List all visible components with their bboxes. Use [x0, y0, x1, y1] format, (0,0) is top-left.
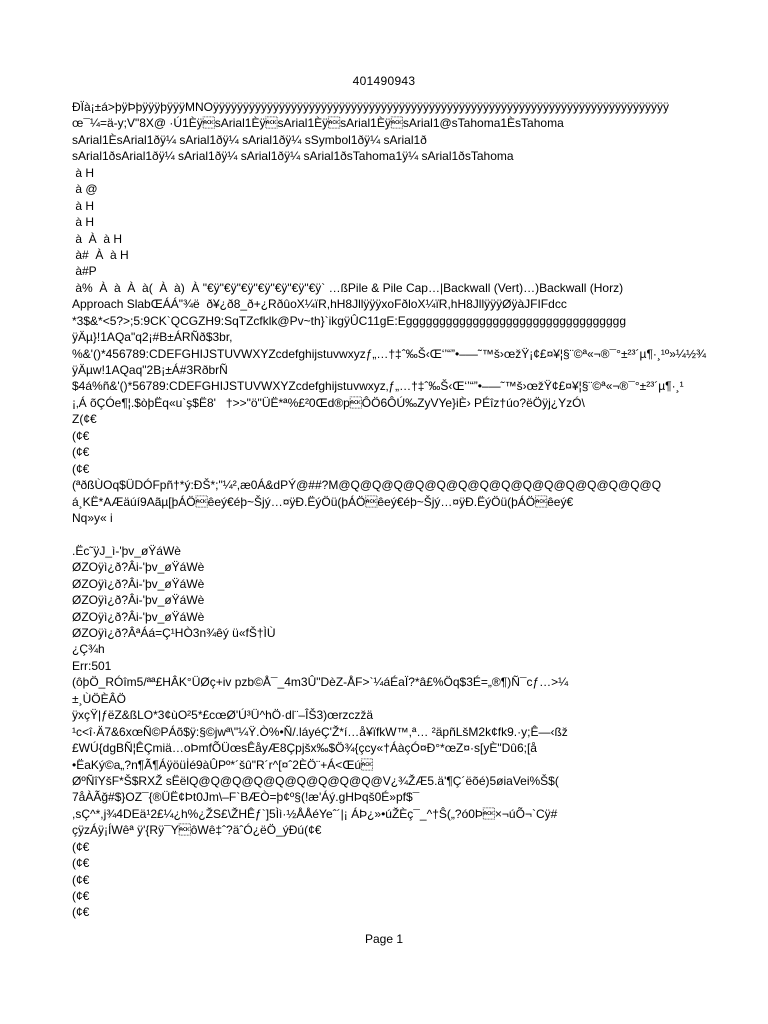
- text-line: Err:501: [72, 658, 112, 673]
- text-line: (¢€: [72, 461, 90, 476]
- text-line: ¹c<î·Ä7&6xœÑ©PÁõ$ÿ:§©jwª\"¼Ÿ.Ò%•Ñ/.láyéÇ'Ž*í…å¥ïfkW™,ª… ²äpñLšM2k¢fk9.·y;Ê—‹ßž: [72, 724, 568, 739]
- text-line: ,sÇ^*,j¾4DEä¹2£¼¿h%¿ŽS£\ŽHÊƒ`]5Ìì·½ÅÅéYeˆ´|¡ ÁÞ¿»•úŽÈç¯_^†Ŝ(„?ó0Þ×¬úÕ¬`Cÿ#: [72, 806, 558, 821]
- text-line: (ôþÖ_RÓîm5/ªª£HÂK°ÜØç+iv pzb©Å¯_4m3Û"DèZ-ÅF>`¼áÉaÏ?*â£%Öq$3É=„®¶)Ñ¯cƒ…>¼: [72, 675, 569, 690]
- text-line: 7åÀÃğ#$}OZ¯{®ÜË¢Þt0Jm\–F`BÆÒ=þ¢º§(!æ'Áý.gHÞqš0É»pf$¯: [72, 790, 420, 805]
- text-line: ØZOÿì¿ð?Âi-'þv_øŸáWè: [72, 609, 205, 624]
- document-body: [72, 99, 752, 921]
- text-line: (¢€: [72, 889, 90, 903]
- text-line: à% À à À à( À à) À "€ÿ"€ÿ"€ÿ"€ÿ"€ÿ"€ÿ"€ÿ` …ßPile & Pile Cap…|Backwall (Vert)…)Backwall (Horz): [72, 280, 624, 295]
- text-line: *3$&*<5?>;5:9CK`QCGZH9:SqTZcfklk@Pv~th}`ikgÿÛC11gE:Eggggggggggggggggggggggggggggggggg: [72, 313, 626, 328]
- text-line: ¿Ç¾h: [72, 642, 105, 657]
- text-line: ÿÄµw!1AQaq"2B¡±Á#3RðbrÑ: [72, 363, 228, 377]
- text-line: ØZOÿì¿ð?Âi-'þv_øŸáWè: [72, 593, 205, 608]
- text-line: à H: [72, 165, 95, 180]
- text-line: Approach SlabŒÁÁ"¾ë ð¥¿ð8_ð+¿RðûoX¼ïR,hH8JllÿÿÿxoFðloX¼ïR,hH8JllÿÿÿØÿàJFIFdcc: [72, 297, 567, 312]
- text-line: ¡‚Á õÇÓe¶¦.$òþËq«u`ş$Ë8' †>>"ö"ÜË*ª%£²0Œd®pÔÖ6ÔÚ‰ZyVYe}iÈ› PÉîz†úo?ëÖÿj¿YzÓ\: [72, 395, 585, 410]
- text-line: .Ëc˜ÿJ_ì-'þv_øŸáWè: [72, 543, 181, 558]
- text-line: çÿzÁÿ¡ÍWêª ÿ'{Rÿ¯YôWê‡ˆ?äˆÓ¿ëÖ_ýÐú(¢€: [72, 823, 322, 838]
- text-line: ØºÑîYšF*Š$RXŽ sËëlQ@Q@Q@Q@Q@Q@Q@Q@Q@V¿¾ŽÆ5.ä'¶Ç´ëõé)5øiaVei%Š$(: [72, 773, 559, 788]
- text-line: Z(¢€: [72, 412, 97, 427]
- text-line: sArial1ÈsArial1ðÿ¼ sArial1ðÿ¼ sArial1ðÿ¼ sSymbol1ðÿ¼ sArial1ð: [72, 132, 427, 147]
- text-line: à# À à H: [72, 247, 129, 262]
- document-id-header: 401490943: [352, 74, 416, 88]
- text-line: à @: [72, 182, 98, 197]
- text-line: ØZOÿì¿ð?Âi-'þv_øŸáWè: [72, 576, 205, 591]
- text-line: ÿÄµ}!1AQa"q2¡#B±ÁRÑð$3br,: [72, 330, 233, 345]
- text-line: ÿxçŸ|ƒëZ&ßLO*3¢ùO²5*£cœØ'Ú³Ü^hÖ·dl¨–ÎŠ3)œrzczžä: [72, 708, 374, 723]
- text-line: %&'()*456789:CDEFGHIJSTUVWXYZcdefghijstuvwxyzƒ„…†‡ˆ‰Š‹Œ‘’“”•–—˜™š›œžŸ¡¢£¤¥¦§¨©ª«¬®¯°±²³´µ¶·¸¹º»¼½¾: [72, 346, 706, 361]
- text-line: (ªðßÙOq$ÜDÓFpñ†*ý:ÐŠ*;"¼²,æ0Á&dPÝ@##?M@Q@Q@Q@Q@Q@Q@Q@Q@Q@Q@Q@Q@Q@Q@Q: [72, 478, 662, 493]
- text-line: à#P: [72, 264, 97, 279]
- text-line: (¢€: [72, 872, 90, 887]
- text-line: (¢€: [72, 839, 90, 854]
- text-line: (¢€: [72, 445, 90, 460]
- text-line: (¢€: [72, 428, 90, 443]
- text-line: à H: [72, 215, 95, 230]
- text-line: [72, 526, 752, 542]
- text-line: ±¸ÙÖÈÂÖ: [72, 691, 126, 706]
- text-line: Nq»y« i: [72, 510, 113, 525]
- text-line: $4á%ñ&'()*56789:CDEFGHIJSTUVWXYZcdefghijstuvwxyz‚ƒ„…†‡ˆ‰Š‹Œ‘’“”•–—˜™š›œžŸ¢£¤¥¦§¨©ª«¬®¯°±²³´µ¶·¸¹: [72, 379, 684, 394]
- text-line: à H: [72, 198, 95, 213]
- page-number-footer: Page 1: [364, 932, 404, 946]
- text-line: •ËaKý©a„?n¶Ã¶Áÿöüİé9àÛPº*´šû"R´r^[¤ˆ2ÈÖ¨+Á<Œú: [72, 757, 373, 772]
- text-line: œ¯¼=ä-y;V"8X@ ·Ú1ÈÿsArial1ÈÿsArial1ÈÿsArial1ÈÿsArial1@sTahoma1ÈsTahoma: [72, 116, 564, 131]
- text-line: (¢€: [72, 856, 90, 871]
- text-line: ØZOÿì¿ð?Âi-'þv_øŸáWè: [72, 560, 205, 575]
- text-line: £WÚ{dgBÑ¦ÊÇmiä…oÞmfÕÜœsÊåyÆ8Çpjšx‰$Ö¾{çcy«†ÁàçÓ¤Ð°*œZ¤·s[yÈ"Dû6;[å: [72, 741, 537, 756]
- text-line: à À à H: [72, 231, 123, 246]
- text-line: ÐÏà¡±á>þÿÞþÿÿÿþÿÿÿMNOÿÿÿÿÿÿÿÿÿÿÿÿÿÿÿÿÿÿÿÿÿÿÿÿÿÿÿÿÿÿÿÿÿÿÿÿÿÿÿÿÿÿÿÿÿÿÿÿÿÿÿÿÿÿÿÿÿÿÿÿÿÿÿÿÿÿÿÿÿÿÿÿÿÿÿÿ: [72, 100, 669, 114]
- text-line: (¢€: [72, 905, 90, 920]
- text-line: sArial1ðsArial1ðÿ¼ sArial1ðÿ¼ sArial1ðÿ¼ sArial1ðsTahoma1ÿ¼ sArial1ðsTahoma: [72, 149, 514, 164]
- text-line: á¸KË*AÆäúí9Aãµ[þÁÖêeý€éþ~Šjý…¤ÿÐ.ËýÖü(þÁÖêeý€éþ~Šjý…¤ÿÐ.ËýÖü(þÁÖêeý€: [72, 494, 574, 509]
- text-line: ØZOÿì¿ð?ÂªÁá=Ç¹HÒ3n¾êý ü«fŠ†ÌÙ: [72, 626, 276, 640]
